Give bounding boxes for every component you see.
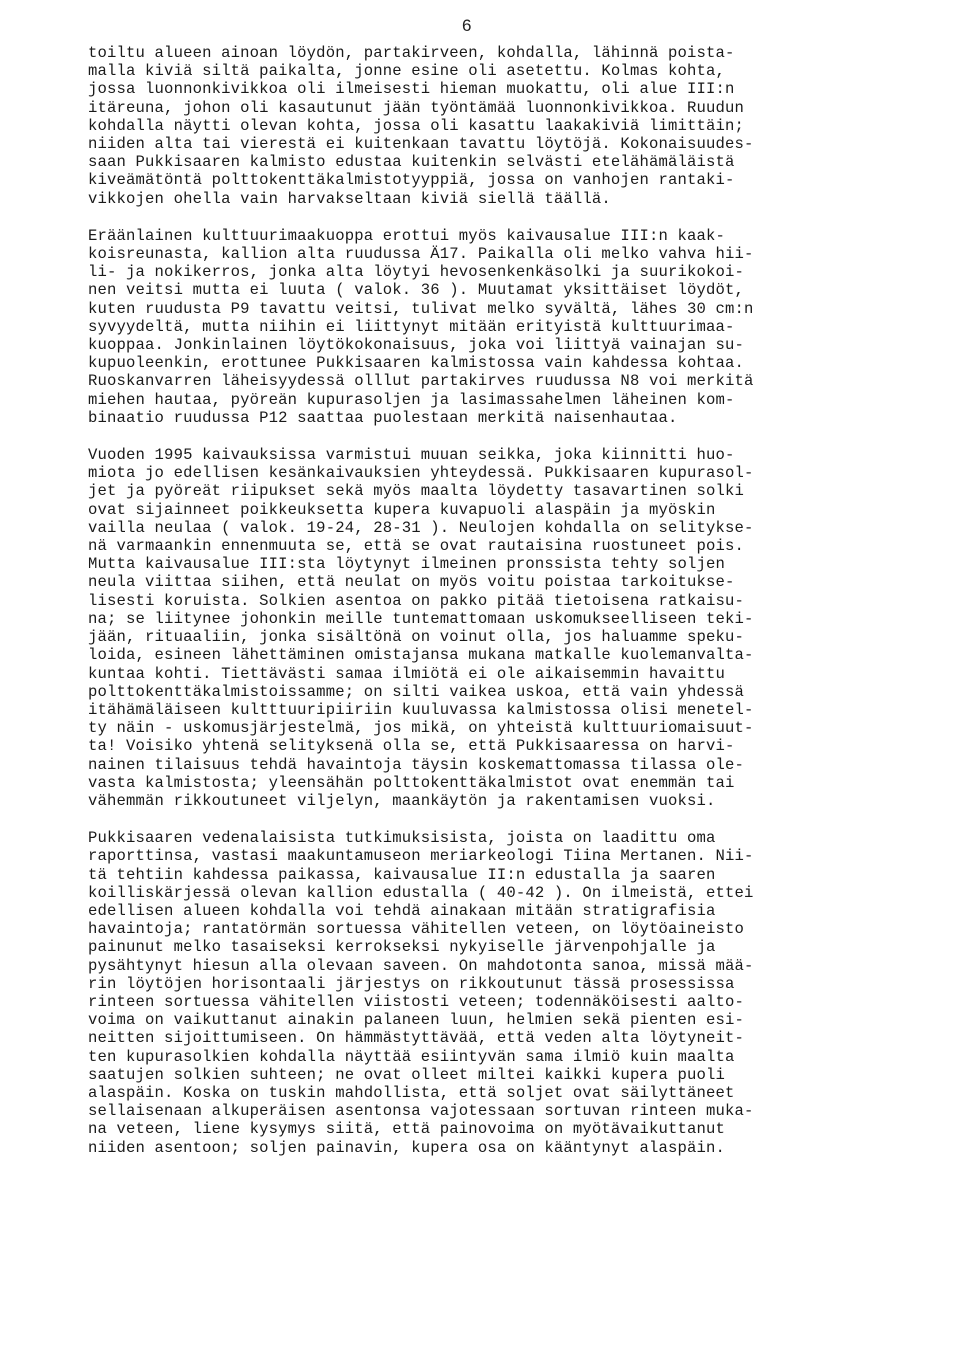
text-line: miehen hautaa, pyöreän kupurasoljen ja lasimassahelmen läheinen kom-: [88, 390, 735, 409]
text-line: alaspäin. Koska on tuskin mahdollista, että soljet ovat säilyttäneet: [88, 1083, 735, 1102]
text-line: pysähtynyt hiesun alla olevaan saveen. On mahdotonta sanoa, missä mää-: [88, 956, 754, 975]
text-line: loida, esineen lähettäminen omistajansa mukana matkalle kuolemanvalta-: [88, 646, 754, 665]
text-line: polttokenttäkalmistoissamme; on silti vaikea uskoa, että vain yhdessä: [88, 682, 745, 701]
text-line: neitten sijoittumiseen. On hämmästyttävää, että veden alta löytyneit-: [88, 1029, 745, 1048]
paragraph-3: [88, 446, 948, 810]
text-line: Ruoskanvarren läheisyydessä olllut partakirves ruudussa N8 voi merkitä: [88, 372, 754, 391]
text-line: na; se liitynee johonkin meille tuntemattomaan uskomukseelliseen teki-: [88, 609, 754, 628]
text-line: kuntaa kohti. Tiettävästi samaa ilmiötä ei ole aikaisemmin havaittu: [88, 664, 726, 683]
text-line: jossa luonnonkivikkoa oli ilmeisesti hieman muokattu, oli alue III:n: [88, 80, 735, 99]
text-line: malla kiviä siltä paikalta, jonne esine oli asetettu. Kolmas kohta,: [88, 62, 726, 81]
text-line: koisreunasta, kallion alta ruudussa Ä17. Paikalla oli melko vahva hii-: [88, 245, 754, 264]
text-line: itähämäläiseen kultttuuripiiriin kuuluvassa kalmistossa olisi menetel-: [88, 700, 754, 719]
text-line: ta! Voisiko yhtenä selityksenä olla se, että Pukkisaaressa on harvi-: [88, 737, 735, 756]
text-line: vikkojen ohella vain harvakseltaan kiviä siellä täällä.: [88, 189, 611, 208]
text-line: rin löytöjen horisontaali järjestys on rikkoutunut tässä prosessissa: [88, 974, 735, 993]
paragraph-4: [88, 829, 948, 1157]
text-line: ten kupurasolkien kohdalla näyttää esiintyvän sama ilmiö kuin maalta: [88, 1047, 735, 1066]
text-line: jet ja pyöreät riipukset sekä myös maalta löydetty tasavartinen solki: [88, 482, 745, 501]
text-line: nä varmaankin ennenmuuta se, että se ovat rautaisina ruostuneet pois.: [88, 537, 745, 556]
text-line: Vuoden 1995 kaivauksissa varmistui muuan seikka, joka kiinnitti huo-: [88, 446, 735, 465]
text-line: saan Pukkisaaren kalmisto edustaa kuitenkin selvästi etelähämäläistä: [88, 153, 735, 172]
document-body: [88, 44, 948, 1176]
text-line: miota jo edellisen kesänkaivauksien yhteydessä. Pukkisaaren kupurasol-: [88, 464, 754, 483]
text-line: tä tehtiin kahdessa paikassa, kaivausalue II:n edustalla ja saaren: [88, 865, 716, 884]
text-line: kupuoleenkin, erottunee Pukkisaaren kalmistossa vain kahdessa kohtaa.: [88, 354, 745, 373]
text-line: vailla neulaa ( valok. 19-24, 28-31 ). Neulojen kohdalla on selitykse-: [88, 518, 754, 537]
text-line: kuoppaa. Jonkinlainen löytökokonaisuus, joka voi liittyä vainajan su-: [88, 336, 745, 355]
text-line: ovat sijainneet poikkeuksetta kupera kuvapuoli alaspäin ja myöskin: [88, 500, 716, 519]
paragraph-1: [88, 44, 948, 208]
text-line: itäreuna, johon oli kasautunut jään työntämää luonnonkivikkoa. Ruudun: [88, 98, 745, 117]
text-line: kohdalla näytti olevan kohta, jossa oli kasattu laakakiviä limittäin;: [88, 116, 745, 135]
text-line: ty näin - uskomusjärjestelmä, jos mikä, on yhteistä kulttuuriomaisuut-: [88, 719, 754, 738]
text-line: vasta kalmistosta; yleensähän polttokenttäkalmistot ovat enemmän tai: [88, 773, 735, 792]
text-line: kuten ruudusta P9 tavattu veitsi, tulivat melko syvältä, lähes 30 cm:n: [88, 299, 754, 318]
text-line: syvyydeltä, mutta niihin ei liittynyt mitään erityistä kulttuurimaa-: [88, 317, 735, 336]
text-line: niiden alta tai vierestä ei kuitenkaan tavattu löytöjä. Kokonaisuudes-: [88, 135, 754, 154]
text-line: rinteen sortuessa vähitellen viistosti veteen; todennäköisesti aalto-: [88, 992, 745, 1011]
text-line: Mutta kaivausalue III:sta löytynyt ilmeinen pronssista tehty soljen: [88, 555, 726, 574]
text-line: Eräänlainen kulttuurimaakuoppa erottui myös kaivausalue III:n kaak-: [88, 226, 726, 245]
text-line: voima on vaikuttanut ainakin palaneen luun, helmien sekä pienten esi-: [88, 1011, 745, 1030]
text-line: sellaisenaan alkuperäisen asentonsa vajotessaan sortuvan rinteen muka-: [88, 1102, 754, 1121]
text-line: lisesti koruista. Solkien asentoa on pakko pitää tietoisena ratkaisu-: [88, 591, 745, 610]
text-line: havaintoja; rantatörmän sortuessa vähitellen veteen, on löytöaineisto: [88, 920, 745, 939]
text-line: Pukkisaaren vedenalaisista tutkimuksisista, joista on laadittu oma: [88, 829, 716, 848]
text-line: saatujen solkien suhteen; ne ovat olleet miltei kaikki kupera puoli: [88, 1065, 726, 1084]
text-line: nainen tilaisuus tehdä havaintoja täysin koskemattomassa tilassa ole-: [88, 755, 745, 774]
text-line: jään, rituaaliin, jonka sisältönä on voinut olla, jos haluamme speku-: [88, 628, 745, 647]
text-line: niiden asentoon; soljen painavin, kupera osa on kääntynyt alaspäin.: [88, 1138, 726, 1157]
text-line: binaatio ruudussa P12 saattaa puolestaan merkitä naisenhautaa.: [88, 408, 678, 427]
text-line: kiveämätöntä polttokenttäkalmistotyyppiä, jossa on vanhojen rantaki-: [88, 171, 735, 190]
text-line: koilliskärjessä olevan kallion edustalla ( 40-42 ). On ilmeistä, ettei: [88, 883, 754, 902]
text-line: nen veitsi mutta ei luuta ( valok. 36 ). Muutamat yksittäiset löydöt,: [88, 281, 745, 300]
text-line: na veteen, liene kysymys siitä, että painovoima on myötävaikuttanut: [88, 1120, 726, 1139]
text-line: vähemmän rikkoutuneet viljelyn, maankäytön ja rakentamisen vuoksi.: [88, 791, 716, 810]
text-line: raporttinsa, vastasi maakuntamuseon meriarkeologi Tiina Mertanen. Nii-: [88, 847, 754, 866]
paragraph-2: [88, 227, 948, 427]
text-line: li- ja nokikerros, jonka alta löytyi hevosenkenkäsolki ja suurikokoi-: [88, 263, 745, 282]
text-line: edellisen alueen kohdalla voi tehdä ainakaan mitään stratigrafisia: [88, 901, 716, 920]
text-line: toiltu alueen ainoan löydön, partakirveen, kohdalla, lähinnä poista-: [88, 44, 735, 62]
text-line: neula viittaa siihen, että neulat on myös voitu poistaa tarkoitukse-: [88, 573, 735, 592]
text-line: painunut melko tasaiseksi kerrokseksi nykyiselle järvenpohjalle ja: [88, 938, 716, 957]
page-number: 6: [462, 16, 472, 35]
